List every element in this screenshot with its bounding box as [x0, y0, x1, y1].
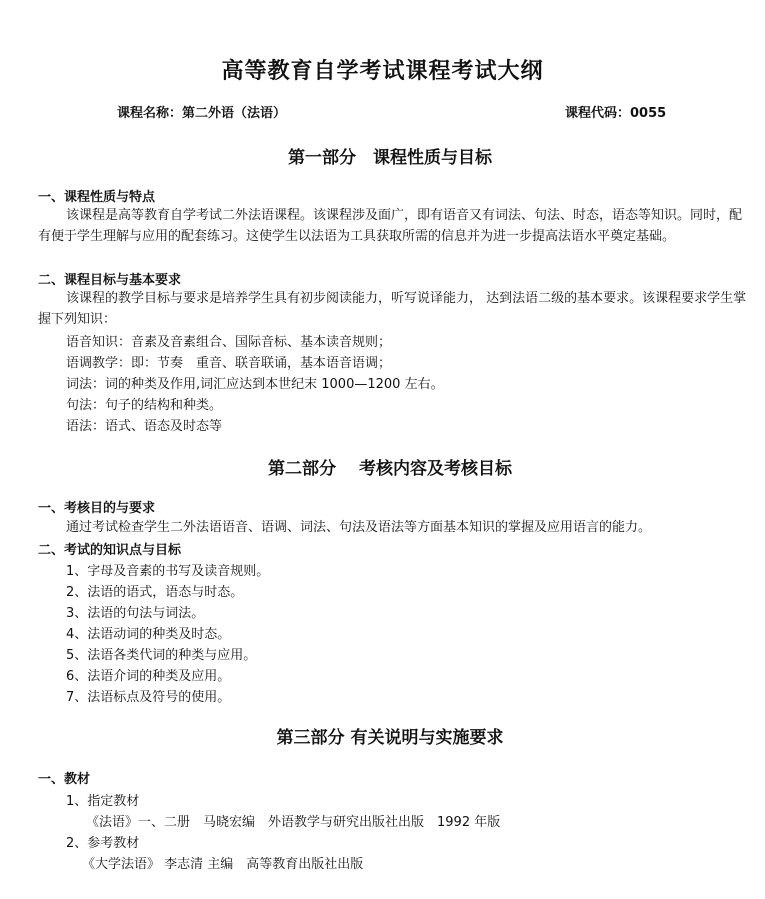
knowledge-item: 语调教学：即：节奏 重音、联音联诵，基本语音语调；	[66, 356, 392, 371]
exam-point-item: 4、法语动词的种类及时态。	[66, 627, 231, 642]
textbook-item: 2、参考教材	[66, 836, 140, 851]
textbook-detail: 《大学法语》 李志清 主编 高等教育出版社出版	[82, 857, 364, 872]
exam-point-item: 3、法语的句法与词法。	[66, 606, 205, 621]
exam-point-item: 1、字母及音素的书写及读音规则。	[66, 564, 270, 579]
exam-point-item: 2、法语的语式，语态与时态。	[66, 585, 244, 600]
course-name: 课程名称：第二外语（法语）	[117, 106, 287, 121]
part3-sec1-heading: 一、教材	[38, 772, 91, 787]
knowledge-item: 词法：词的种类及作用,词汇应达到本世纪末 1000—1200 左右。	[66, 377, 444, 392]
exam-point-item: 5、法语各类代词的种类与应用。	[66, 648, 257, 663]
exam-point-item: 7、法语标点及符号的使用。	[66, 690, 231, 705]
part2-heading: 第二部分 考核内容及考核目标	[268, 459, 512, 479]
textbook-detail: 《法语》一、二册 马晓宏编 外语教学与研究出版社出版 1992 年版	[86, 815, 501, 830]
part2-sec1-heading: 一、考核目的与要求	[38, 501, 156, 516]
document-title: 高等教育自学考试课程考试大纲	[221, 59, 544, 84]
course-code: 课程代码：0055	[565, 106, 667, 121]
knowledge-item: 句法：句子的结构和种类。	[66, 398, 223, 413]
part1-sec2-heading: 二、课程目标与基本要求	[38, 273, 182, 288]
knowledge-item: 语法：语式、语态及时态等	[66, 419, 223, 434]
exam-point-item: 6、法语介词的种类及应用。	[66, 669, 231, 684]
textbook-item: 1、指定教材	[66, 794, 140, 809]
part1-sec1-heading: 一、课程性质与特点	[38, 190, 156, 205]
part3-heading: 第三部分 有关说明与实施要求	[276, 728, 504, 748]
part2-sec1-paragraph: 通过考试检查学生二外法语语音、语调、词法、句法及语法等方面基本知识的掌握及应用语言的能力。	[66, 520, 652, 535]
knowledge-item: 语音知识：音素及音素组合、国际音标、基本读音规则；	[66, 335, 392, 350]
part1-sec2-paragraph: 该课程的教学目标与要求是培养学生具有初步阅读能力，听写说译能力， 达到法语二级的基本要求。该课程要求学生掌握下列知识：	[38, 291, 747, 327]
part1-sec1-paragraph: 该课程是高等教育自学考试二外法语课程。该课程涉及面广，即有语音又有词法、句法、时态，语态等知识。同时，配有便于学生理解与应用的配套练习。这使学生以法语为工具获取所需的信息并为进一步提高法语水平奠定基础。	[38, 208, 743, 244]
part2-sec2-heading: 二、考试的知识点与目标	[38, 543, 182, 558]
part1-heading: 第一部分 课程性质与目标	[288, 148, 492, 168]
